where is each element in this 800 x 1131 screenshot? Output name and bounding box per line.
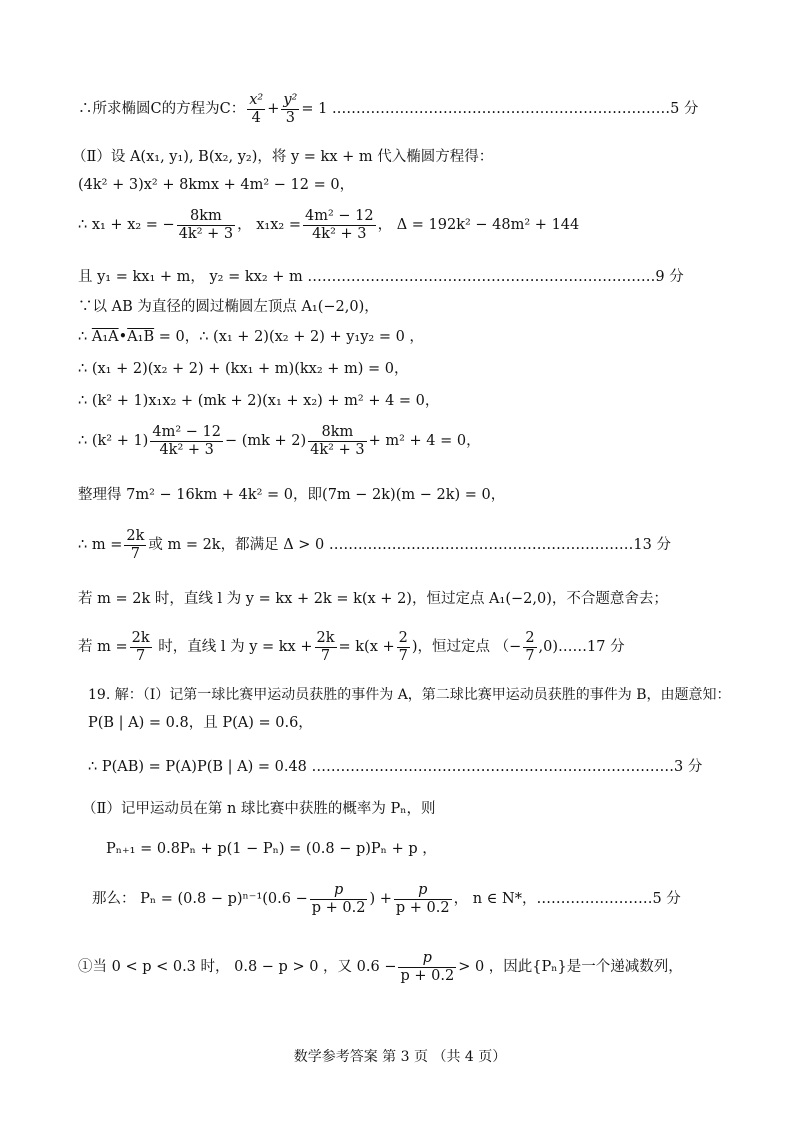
- line-1: [78, 92, 698, 126]
- vector: A₁B: [127, 329, 155, 345]
- text: + m² + 4 = 0，: [368, 433, 481, 450]
- denominator: 4: [251, 109, 261, 126]
- line-19: Pₙ₊₁ = 0.8Pₙ + p(1 − Pₙ) = (0.8 − p)Pₙ + p ，: [106, 841, 437, 857]
- numerator: 2: [525, 630, 535, 646]
- line-10: [78, 424, 481, 458]
- text: ,0)……17 分: [538, 639, 625, 656]
- text: ∴: [78, 329, 92, 345]
- line-14: [78, 630, 625, 664]
- fraction: [398, 950, 456, 984]
- fraction: [308, 424, 366, 458]
- text: ∴ x₁ + x₂ = −: [78, 217, 175, 234]
- text: 那么： Pₙ = (0.8 − p)ⁿ⁻¹(0.6 −: [92, 891, 308, 908]
- denominator: p + 0.2: [311, 899, 366, 916]
- denominator: p + 0.2: [400, 967, 455, 984]
- line-11: 整理得 7m² − 16km + 4k² = 0，即(7m − 2k)(m − 2k) = 0，: [78, 487, 506, 503]
- text: ①当 0 < p < 0.3 时， 0.8 − p > 0 ，又 0.6 −: [78, 959, 397, 976]
- denominator: 4k² + 3: [310, 441, 365, 458]
- line-17: ∴ P(AB) = P(A)P(B | A) = 0.48 …………………………………………………………………3 分: [88, 759, 703, 775]
- line-6: ∵以 AB 为直径的圆过椭圆左顶点 A₁(−2,0)，: [78, 299, 379, 315]
- numerator: 2: [398, 630, 408, 646]
- fraction: [310, 882, 368, 916]
- denominator: 4k² + 3: [312, 225, 367, 242]
- line-16: P(B | A) = 0.8，且 P(A) = 0.6，: [88, 715, 313, 731]
- fraction: [281, 92, 299, 126]
- denominator: 3: [285, 109, 295, 126]
- line-5: 且 y₁ = kx₁ + m， y₂ = kx₂ + m ………………………………………………………………9 分: [78, 269, 684, 285]
- line-21: [78, 950, 683, 984]
- fraction: [397, 630, 410, 664]
- numerator: 4m² − 12: [152, 424, 221, 440]
- text: − (mk + 2): [224, 433, 307, 450]
- fraction: [177, 208, 235, 242]
- text: 若 m =: [78, 639, 128, 656]
- line-7: [78, 330, 424, 345]
- line-12: [78, 528, 671, 562]
- text: ， x₁x₂ =: [237, 217, 301, 234]
- numerator: p: [310, 882, 368, 900]
- denominator: 7: [525, 647, 535, 664]
- line-2: （Ⅱ）设 A(x₁, y₁), B(x₂, y₂)，将 y = kx + m 代入椭圆方程得：: [72, 149, 494, 165]
- fraction: [130, 630, 152, 664]
- text: ， Δ = 192k² − 48m² + 144: [377, 217, 580, 234]
- numerator: x²: [249, 92, 264, 108]
- vector: A₁A: [91, 329, 119, 345]
- text: ∴ m =: [78, 537, 123, 554]
- fraction: [523, 630, 536, 664]
- text: +: [267, 101, 280, 118]
- fraction: [150, 424, 223, 458]
- denominator: 7: [320, 647, 331, 664]
- numerator: 8km: [177, 208, 235, 226]
- text: ) +: [369, 891, 392, 908]
- denominator: 7: [130, 545, 140, 562]
- numerator: p: [394, 882, 452, 900]
- text: ， n ∈ N*，……………………5 分: [453, 891, 681, 908]
- numerator: 2k: [126, 528, 145, 544]
- line-8: ∴ (x₁ + 2)(x₂ + 2) + (kx₁ + m)(kx₂ + m) = 0，: [78, 361, 409, 377]
- numerator: 2k: [131, 630, 150, 646]
- line-15: 19. 解：（Ⅰ）记第一球比赛甲运动员获胜的事件为 A，第二球比赛甲运动员获胜的事件为 B，由题意知：: [88, 687, 731, 703]
- fraction: [303, 208, 376, 242]
- text: = 1 .……………………………………………………………5 分: [301, 101, 699, 118]
- text: ∴所求椭圆C的方程为C：: [78, 101, 246, 118]
- denominator: p + 0.2: [395, 899, 450, 916]
- numerator: 8km: [308, 424, 366, 442]
- denominator: 7: [136, 647, 146, 664]
- line-13: 若 m = 2k 时，直线 l 为 y = kx + 2k = k(x + 2)，恒过定点 A₁(−2,0)，不合题意舍去；: [78, 591, 668, 607]
- text: )，恒过定点 （−: [411, 639, 522, 656]
- line-4: [78, 208, 579, 242]
- numerator: p: [398, 950, 456, 968]
- line-18: （Ⅱ）记甲运动员在第 n 球比赛中获胜的概率为 Pₙ，则: [82, 801, 436, 817]
- fraction: [247, 92, 265, 126]
- text: = 0，∴ (x₁ + 2)(x₂ + 2) + y₁y₂ = 0 ，: [154, 329, 424, 345]
- line-20: [92, 882, 681, 916]
- denominator: 7: [398, 647, 408, 664]
- text: = k(x +: [338, 639, 395, 656]
- page-footer: 数学参考答案 第 3 页 （共 4 页）: [293, 1049, 507, 1065]
- denominator: 4k² + 3: [178, 225, 234, 242]
- numerator: 4m² − 12: [304, 208, 374, 224]
- text: > 0 ，因此{Pₙ}是一个递减数列，: [458, 959, 683, 976]
- fraction: [124, 528, 146, 562]
- text: ∴ (k² + 1): [78, 433, 149, 450]
- text: 时，直线 l 为 y = kx +: [153, 639, 313, 656]
- line-9: ∴ (k² + 1)x₁x₂ + (mk + 2)(x₁ + x₂) + m² + 4 = 0，: [78, 393, 440, 409]
- denominator: 4k² + 3: [159, 441, 214, 458]
- text: 或 m = 2k，都满足 Δ > 0 ………………………………………………………13 分: [148, 537, 671, 554]
- fraction: [394, 882, 452, 916]
- numerator: 2k: [316, 630, 335, 646]
- fraction: [315, 630, 337, 664]
- numerator: y²: [283, 92, 298, 108]
- line-3: (4k² + 3)x² + 8kmx + 4m² − 12 = 0，: [78, 177, 355, 193]
- text: •: [118, 329, 128, 345]
